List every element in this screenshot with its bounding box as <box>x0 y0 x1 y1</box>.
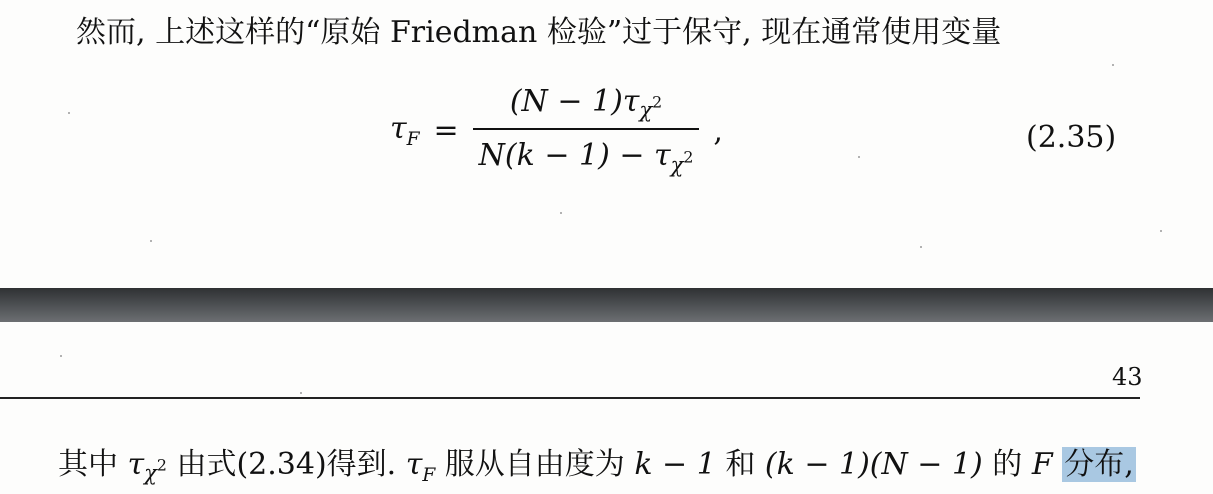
intro-sentence: 然而, 上述这样的“原始 Friedman 检验”过于保守, 现在通常使用变量 <box>76 15 1002 50</box>
bottom-expr2: (k − 1)(N − 1) <box>764 447 983 482</box>
denominator-text: N(k − 1) − τ <box>478 138 671 174</box>
numerator-text: (N − 1)τ <box>509 84 640 119</box>
numerator-chi-sub <box>639 92 663 123</box>
page-number: 43 <box>1112 363 1143 391</box>
numerator-chi-power: 2 <box>652 92 663 112</box>
numerator-chi: χ <box>639 98 653 123</box>
scan-speck <box>60 355 62 357</box>
bottom-part3: 服从自由度为 <box>435 447 635 482</box>
denominator-chi-sub <box>670 147 694 177</box>
lhs-tau: τ <box>390 110 407 146</box>
bottom-part2: 由式(2.34)得到. <box>166 447 406 482</box>
scan-speck <box>300 392 302 394</box>
bottom-tau: τ <box>127 447 145 482</box>
bottom-tau2: τ <box>405 447 423 482</box>
bottom-part1: 其中 <box>58 447 128 482</box>
equals-sign: = <box>433 112 459 148</box>
page-gutter <box>0 288 1213 322</box>
bottom-chi-power: 2 <box>156 455 167 475</box>
equation-2-35 <box>390 84 723 177</box>
bottom-chi-sub <box>144 455 167 486</box>
lhs-sub: F <box>406 128 420 150</box>
scan-speck <box>858 156 860 158</box>
scan-speck <box>920 246 922 248</box>
scan-speck <box>68 112 70 114</box>
header-rule <box>0 397 1140 399</box>
equation-lhs <box>390 111 420 150</box>
scan-speck <box>1160 230 1162 232</box>
bottom-part4: 和 <box>715 447 765 482</box>
bottom-F: F <box>1031 447 1053 482</box>
denominator <box>473 130 700 176</box>
bottom-chi: χ <box>144 461 157 486</box>
numerator <box>504 84 668 128</box>
bottom-sub-f: F <box>422 465 436 486</box>
scan-speck <box>150 240 152 242</box>
fraction <box>473 84 700 177</box>
selected-text-highlight[interactable]: 分布, <box>1064 447 1134 482</box>
equation-number: (2.35) <box>1026 120 1117 155</box>
bottom-sentence <box>58 447 1136 486</box>
scan-speck <box>1112 64 1114 66</box>
denominator-chi-power: 2 <box>683 147 694 167</box>
scan-speck <box>560 212 562 214</box>
bottom-part5: 的 <box>982 447 1032 482</box>
denominator-chi: χ <box>670 152 684 177</box>
bottom-expr1: k − 1 <box>634 447 716 482</box>
equation-comma: , <box>713 113 723 149</box>
